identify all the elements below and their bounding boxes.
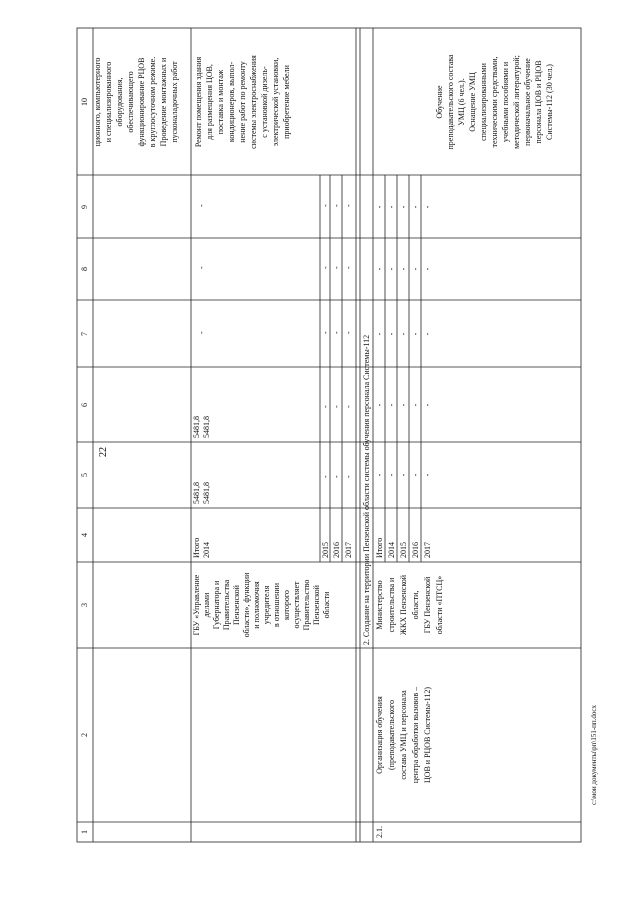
block2-org xyxy=(375,574,444,635)
col-header-9: 9 xyxy=(80,205,89,209)
text-line: Оснащение УМЦ xyxy=(468,72,477,132)
text-line: Обучение xyxy=(435,85,444,119)
text-line: в круглосуточном режиме. xyxy=(148,56,157,148)
value-cell: - xyxy=(321,331,330,334)
year-cell: 2014 xyxy=(202,542,211,558)
text-line: с установкой дизель- xyxy=(260,66,269,138)
value-cell: - xyxy=(321,405,330,408)
value-cell: - xyxy=(423,332,432,336)
text-line: Проведение монтажных и xyxy=(159,57,168,147)
col-header-7: 7 xyxy=(80,332,89,336)
value-cell: - xyxy=(423,267,432,271)
value-cell: - xyxy=(423,403,432,407)
value-cell: - xyxy=(321,266,330,269)
page-number: 22 xyxy=(98,447,109,457)
value-cell: - xyxy=(332,204,341,207)
text-line: специализированными xyxy=(479,63,488,141)
value-cell: - xyxy=(375,403,384,407)
value-cell: - xyxy=(344,266,353,269)
text-line: (преподавательского xyxy=(387,700,396,770)
col-header-4: 4 xyxy=(80,533,89,537)
text-line: ЦОВ и РЦОВ Системы-112) xyxy=(423,687,432,783)
text-line: в отношении xyxy=(272,582,281,628)
value-cell: - xyxy=(411,205,420,209)
text-line: ГБУ Пензенской xyxy=(423,576,432,634)
value-cell: - xyxy=(387,473,396,477)
text-line: области, xyxy=(411,590,420,620)
year-cell: 2014 xyxy=(387,542,396,558)
text-line: ГБУ «Управление xyxy=(192,574,201,636)
value-cell: - xyxy=(411,403,420,407)
col-header-10: 10 xyxy=(80,98,89,106)
value-cell: - xyxy=(423,473,432,477)
value-cell: - xyxy=(411,267,420,271)
value-cell: - xyxy=(332,475,341,478)
value-cell: - xyxy=(344,405,353,408)
value-cell: - xyxy=(321,475,330,478)
value-cell: 5481,8 xyxy=(192,416,201,438)
text-line: области «ПТСЦ» xyxy=(435,575,444,635)
year-cell: 2016 xyxy=(411,542,420,558)
text-line: пусконаладочных работ xyxy=(170,61,179,143)
block2-years xyxy=(375,538,432,558)
text-line: УМЦ (6 чел.). xyxy=(457,78,466,126)
col-header-1: 1 xyxy=(80,830,89,834)
value-cell: - xyxy=(332,331,341,334)
section-title: 2. Создание на территории Пензенской области системы обучения персонала Системы-112 xyxy=(362,334,371,646)
value-cell: - xyxy=(375,473,384,477)
text-line: преподавательского состава xyxy=(446,54,455,150)
value-cell: - xyxy=(387,403,396,407)
text-line: методической литературой; xyxy=(512,55,521,149)
text-line: поставка и монтаж xyxy=(216,69,225,135)
text-line: техническими средствами, xyxy=(490,56,499,148)
text-line: кондиционеров, выпол- xyxy=(227,61,236,143)
value-cell: - xyxy=(344,204,353,207)
text-line: Правительства xyxy=(222,579,231,631)
block2-col10 xyxy=(435,54,554,149)
value-cell: - xyxy=(387,332,396,336)
text-line: области», функции xyxy=(242,572,251,638)
block1-values xyxy=(192,204,353,504)
value-cell: - xyxy=(375,332,384,336)
value-cell: - xyxy=(197,266,206,269)
value-cell: - xyxy=(423,205,432,209)
year-cell: Итого xyxy=(375,537,384,558)
text-line: Пензенской xyxy=(312,585,321,625)
value-cell: - xyxy=(344,475,353,478)
text-line: учебными пособиями и xyxy=(501,61,510,143)
text-line: персонала ЦОВ и РЦОВ xyxy=(534,60,543,144)
value-cell: - xyxy=(375,267,384,271)
col-header-2: 2 xyxy=(80,733,89,737)
text-line: учредителя xyxy=(262,585,271,625)
text-line: делами xyxy=(202,592,211,618)
text-line: Организация обучения xyxy=(375,696,384,774)
value-cell: - xyxy=(411,332,420,336)
text-line: оборудования, xyxy=(115,77,124,127)
value-cell: - xyxy=(344,331,353,334)
text-line: и специализированного xyxy=(104,61,113,143)
value-cell: - xyxy=(387,267,396,271)
value-cell: - xyxy=(332,405,341,408)
value-cell: - xyxy=(399,473,408,477)
footer-file-path: c:\мои документы\рп\151-пп.docx xyxy=(590,704,598,806)
block2-values xyxy=(375,205,432,476)
year-cell: 2016 xyxy=(332,542,341,558)
block1-org xyxy=(192,572,331,637)
value-cell: - xyxy=(332,266,341,269)
text-line: центра обработки вызовов – xyxy=(411,686,420,784)
block2-col2 xyxy=(375,686,432,783)
value-cell: - xyxy=(321,204,330,207)
text-line: и полномочия xyxy=(252,581,261,629)
value-cell: 5481,8 xyxy=(202,416,211,438)
value-cell: - xyxy=(375,205,384,209)
col-header-3: 3 xyxy=(80,603,89,607)
text-line: обеспечивающего xyxy=(126,71,135,133)
block1-years xyxy=(192,538,353,558)
col-header-5: 5 xyxy=(80,473,89,477)
year-cell: 2015 xyxy=(399,542,408,558)
value-cell: - xyxy=(197,331,206,334)
year-cell: 2015 xyxy=(321,542,330,558)
value-cell: - xyxy=(197,204,206,207)
text-line: Ремонт помещения здания xyxy=(194,56,203,148)
text-line: Губернатора и xyxy=(212,580,221,630)
text-line: нение работ по ремонту xyxy=(238,61,247,143)
year-cell: 2017 xyxy=(423,542,432,558)
year-cell: 2017 xyxy=(344,542,353,558)
text-line: Министерство xyxy=(375,580,384,630)
text-line: первоначальное обучение xyxy=(523,58,532,146)
value-cell: 5481,8 xyxy=(202,482,211,504)
text-line: приобретение мебели xyxy=(282,65,291,139)
value-cell: - xyxy=(387,205,396,209)
col-header-6: 6 xyxy=(80,403,89,407)
value-cell: - xyxy=(399,205,408,209)
text-line: состава УМЦ и персонала xyxy=(399,690,408,780)
text-line: ционного, компьютерного xyxy=(93,57,102,147)
row-number: 2.1. xyxy=(375,826,384,838)
year-cell: Итого xyxy=(192,537,201,558)
col-header-8: 8 xyxy=(80,267,89,271)
text-line: области xyxy=(322,591,331,619)
text-line: ЖКХ Пензенской xyxy=(399,574,408,636)
value-cell: - xyxy=(399,267,408,271)
text-line: электрической установки, xyxy=(271,57,280,147)
table-grid xyxy=(77,28,581,842)
text-line: для размещения ЦОВ, xyxy=(205,64,214,140)
top-block-col10 xyxy=(93,57,179,147)
text-line: Системы-112 (30 чел.) xyxy=(545,64,554,140)
block1-col10 xyxy=(194,55,291,149)
value-cell: 5481,8 xyxy=(192,482,201,504)
text-line: осуществляет xyxy=(292,581,301,629)
value-cell: - xyxy=(399,332,408,336)
text-line: Правительство xyxy=(302,579,311,631)
value-cell: - xyxy=(399,403,408,407)
value-cell: - xyxy=(411,473,420,477)
text-line: функционирование РЦОВ xyxy=(137,57,146,147)
text-line: системы электроснабжения xyxy=(249,55,258,149)
text-line: которого xyxy=(282,590,291,620)
text-line: строительства и xyxy=(387,577,396,633)
text-line: Пензенской xyxy=(232,585,241,625)
header-row xyxy=(80,98,89,834)
